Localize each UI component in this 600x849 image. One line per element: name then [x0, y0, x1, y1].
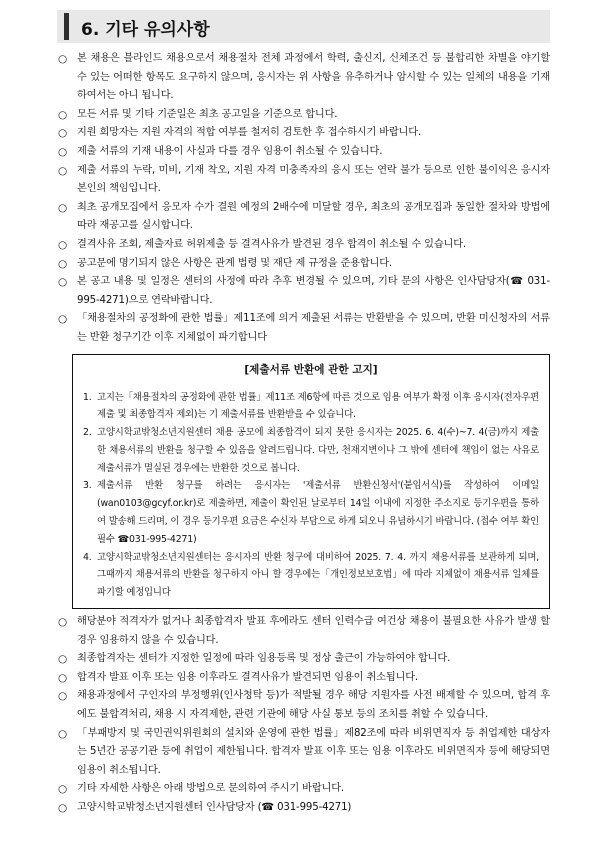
list-item: ○ 본 채용은 블라인드 채용으로서 채용절차 전체 과정에서 학력, 출신지, 신체조건 등 불합리한 차별을 야기할 수 있는 어떠한 항목도 요구하지 않으며, 응시자는 위 사항을 유추하거나 암시할 수 있는 일체의 내용을 기재하여서는 아니 됩니다. [58, 50, 550, 106]
list-item: ○ 제출 서류의 누락, 미비, 기재 착오, 지원 자격 미충족자의 응시 또는 연락 불가 등으로 인한 불이익은 응시자 본인의 책임입니다. [58, 162, 550, 199]
list-group-bottom [58, 613, 550, 818]
list-item: ○ 기타 자세한 사항은 아래 방법으로 문의하여 주시기 바랍니다. [58, 780, 550, 799]
list-item: ○ 지원 희망자는 지원 자격의 적합 여부를 철저히 검토한 후 접수하시기 바랍니다. [58, 124, 550, 143]
circle-bullet-icon: ○ [58, 671, 68, 684]
notice-item: 1. 고지는「채용절차의 공정화에 관한 법률」제11조 제6항에 따른 것으로 임용 여부가 확정 이후 응시자(전자우편 제출 및 최종합격자 제외)는 기 제출서류를 반환받을 수 있습니다. [83, 389, 539, 425]
circle-bullet-icon: ○ [58, 145, 68, 158]
circle-bullet-icon: ○ [58, 108, 68, 121]
notice-list [58, 50, 550, 818]
list-item: ○ 최초 공개모집에서 응모자 수가 결원 예정의 2배수에 미달할 경우, 최초의 공개모집과 동일한 절차와 방법에 따라 재공고를 실시합니다. [58, 199, 550, 236]
circle-bullet-icon: ○ [58, 616, 68, 629]
circle-bullet-icon: ○ [58, 201, 68, 214]
notice-item-number: 2. [83, 427, 92, 439]
circle-bullet-icon: ○ [58, 276, 68, 289]
notice-item: 3. 제출서류 반환 청구를 하려는 응시자는 '제출서류 반환신청서'(붙임서식)를 작성하여 이메일(wan0103@gcyf.or.kr)로 제출하면, 제출이 확인된 날로부터 14일 이내에 지정한 주소지로 등기우편을 통하여 발송해 드리며, 이 경우 등기우편 요금은 수신자 부담으로 하게 되오니 유념하시기 바랍니다. (접수 여부 확인 필수 ☎031-995-4271) [83, 477, 539, 548]
list-item: ○ 최종합격자는 센터가 지정한 일정에 따라 임용등록 및 정상 출근이 가능하여야 합니다. [58, 650, 550, 669]
list-item: ○ 결격사유 조회, 제출자료 허위제출 등 결격사유가 발견된 경우 합격이 취소될 수 있습니다. [58, 236, 550, 255]
circle-bullet-icon: ○ [58, 727, 68, 740]
document-return-notice-box [72, 354, 550, 610]
section-header [57, 10, 550, 43]
circle-bullet-icon: ○ [58, 802, 68, 814]
list-item: ○ 모든 서류 및 기타 기준일은 최초 공고일을 기준으로 합니다. [58, 106, 550, 125]
list-item: ○ 해당분야 적격자가 없거나 최종합격자 발표 후에라도 센터 인력수급 여건상 채용이 불필요한 사유가 발생 할 경우 임용하지 않을 수 있습니다. [58, 613, 550, 650]
list-item: ○ 「부패방지 및 국민권익위원회의 설치와 운영에 관한 법률」제82조에 따라 비위면직자 등 취업제한 대상자는 5년간 공공기관 등에 취업이 제한됩니다. 합격자 발표 이후 또는 임용 이후라도 비위면직자 등에 해당되면 임용이 취소됩니다. [58, 725, 550, 781]
circle-bullet-icon: ○ [58, 783, 68, 796]
notice-item-number: 1. [83, 391, 92, 403]
list-item: ○ 본 공고 내용 및 일정은 센터의 사정에 따라 추후 변경될 수 있으며, 기타 문의 사항은 인사담당자(☎ 031-995-4271)으로 연락바랍니다. [58, 273, 550, 310]
list-group-top [58, 50, 550, 348]
notice-item: 4. 고양시학교밖청소년지원센터는 응시자의 반환 청구에 대비하여 2025. 7. 4. 까지 채용서류를 보관하게 되며, 그때까지 채용서류의 반환을 청구하지 아니 할 경우에는「개인정보보호법」에 따라 지체없이 채용서류 일체를 파기할 예정입니다 [83, 549, 539, 602]
notice-title: [제출서류 반환에 관한 고지] [244, 363, 378, 376]
notice-item-number: 4. [83, 551, 92, 563]
circle-bullet-icon: ○ [58, 53, 68, 65]
list-item: ○ 채용과정에서 구인자의 부정행위(인사청탁 등)가 적발될 경우 해당 지원자를 사전 배제할 수 있으며, 합격 후에도 불합격처리, 채용 시 자격제한, 관련 기관에 해당 사실 통보 등의 조치를 취할 수 있습니다. [58, 687, 550, 724]
notice-item: 2. 고양시학교밖청소년지원센터 채용 공모에 최종합격이 되지 못한 응시자는 2025. 6. 4(수)~7. 4(금)까지 제출한 채용서류의 반환을 청구할 수 있음을 알려드립니다. 다만, 천재지변이나 그 밖에 센터에 책임이 없는 사유로 제출서류가 멸실된 경우에는 반환한 것으로 봅니다. [83, 424, 539, 477]
circle-bullet-icon: ○ [58, 238, 68, 251]
list-item: ○ 제출 서류의 기재 내용이 사실과 다를 경우 임용이 취소될 수 있습니다. [58, 143, 550, 162]
header-accent-bar [64, 13, 69, 40]
section-title: 6. 기타 유의사항 [81, 20, 210, 40]
circle-bullet-icon: ○ [58, 313, 68, 326]
list-item: ○ 공고문에 명기되지 않은 사항은 관계 법령 및 재단 제 규정을 준용합니다. [58, 255, 550, 274]
notice-item-number: 3. [83, 480, 92, 492]
circle-bullet-icon: ○ [58, 127, 68, 140]
circle-bullet-icon: ○ [58, 690, 68, 703]
list-item: ○ 「채용절차의 공정화에 관한 법률」제11조에 의거 제출된 서류는 반환받을 수 있으며, 반환 미신청자의 서류는 반환 청구기간 이후 지체없이 파기합니다 [58, 310, 550, 347]
list-item: ○ 합격자 발표 이후 또는 임용 이후라도 결격사유가 발견되면 임용이 취소됩니다. [58, 669, 550, 688]
circle-bullet-icon: ○ [58, 164, 68, 177]
list-item: ○ 고양시학교밖청소년지원센터 인사담당자 (☎ 031-995-4271) [58, 799, 550, 818]
circle-bullet-icon: ○ [58, 653, 68, 666]
circle-bullet-icon: ○ [58, 257, 68, 270]
